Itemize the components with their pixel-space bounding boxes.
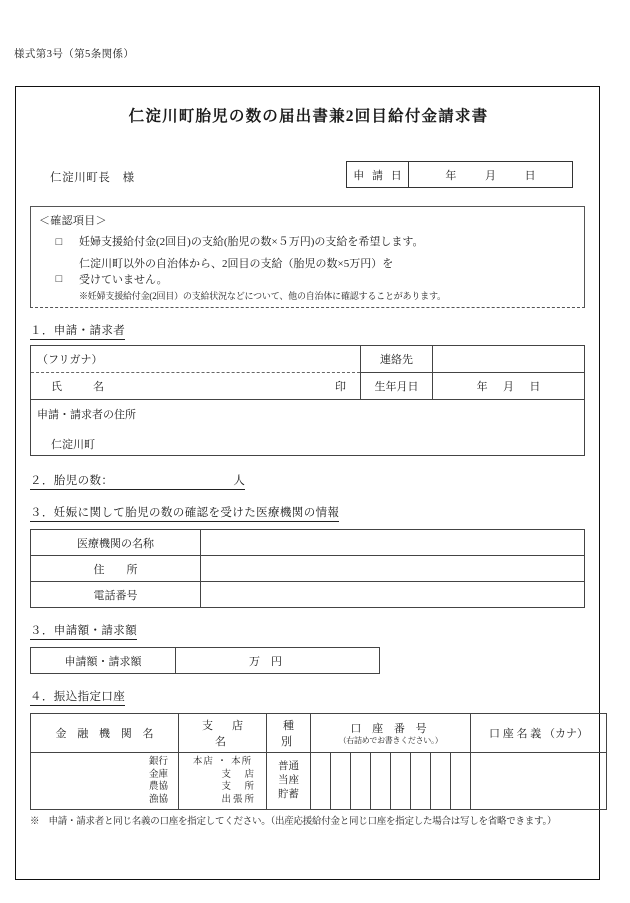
amount-unit: 万 円 xyxy=(249,655,282,668)
section-2-heading xyxy=(30,472,245,490)
account-digit-cell[interactable] xyxy=(351,753,371,810)
application-date-month: 月 xyxy=(484,169,496,182)
section-2-unit: 人 xyxy=(233,475,246,487)
furigana-label: （フリガナ） xyxy=(31,346,361,373)
application-date-day: 日 xyxy=(524,169,536,182)
checkbox-icon[interactable]: □ xyxy=(55,236,63,248)
medical-phone-label: 電話番号 xyxy=(31,582,201,608)
bank-note: ※ 申請・請求者と同じ名義の口座を指定してください。（出産応援給付金と同じ口座を指定した場合は写しを省略できます。） xyxy=(30,817,557,828)
addressee-row xyxy=(30,161,587,195)
table-row xyxy=(31,582,585,608)
bank-type-options xyxy=(273,760,304,803)
bank-account-number-header-sub: （右詰めでお書きください。） xyxy=(338,736,443,745)
confirmation-item-2-text xyxy=(69,256,446,304)
bank-institution-header: 金 融 機 関 名 xyxy=(31,714,179,753)
account-digit-cell[interactable] xyxy=(391,753,411,810)
confirmation-item-1-text: 妊婦支援給付金(2回目)の支給(胎児の数×５万円)の支給を希望します。 xyxy=(79,236,424,248)
bank-branch-option[interactable]: 支 店 xyxy=(221,769,256,780)
bank-account-holder-cell[interactable] xyxy=(471,753,607,810)
amount-label: 申請額・請求額 xyxy=(31,648,176,674)
bank-institution-option[interactable]: 農協 xyxy=(148,782,168,793)
bank-institution-option[interactable]: 銀行 xyxy=(148,757,168,767)
confirmation-item-2-line2: 受けていません。 xyxy=(79,274,168,286)
bank-institution-option[interactable]: 漁協 xyxy=(148,794,168,805)
bank-branch-option[interactable]: 出張所 xyxy=(221,794,256,805)
medical-address-value[interactable] xyxy=(201,556,585,582)
bank-account-table xyxy=(30,713,607,810)
form-inner xyxy=(16,87,601,827)
table-row xyxy=(31,400,585,456)
seal-label: 印 xyxy=(335,381,346,393)
bank-type-option[interactable]: 貯蓄 xyxy=(278,789,299,801)
checkbox-icon[interactable]: □ xyxy=(55,272,63,285)
section-3-amount-heading: ３．申請額・請求額 xyxy=(30,622,137,640)
table-row xyxy=(31,753,607,810)
bank-account-number-header xyxy=(311,714,471,753)
bank-account-number-header-main: 口 座 番 号 xyxy=(350,723,431,735)
section-4-heading: ４．振込指定口座 xyxy=(30,688,125,706)
bank-type-option[interactable]: 当座 xyxy=(278,774,299,786)
bank-institution-option[interactable]: 金庫 xyxy=(148,769,168,780)
confirmation-item-2[interactable] xyxy=(39,256,576,304)
bank-institution-cell[interactable] xyxy=(31,753,179,810)
medical-name-label: 医療機関の名称 xyxy=(31,530,201,556)
birthdate-label: 生年月日 xyxy=(361,373,433,400)
application-date-field[interactable] xyxy=(409,162,572,187)
account-digit-cell[interactable] xyxy=(431,753,451,810)
medical-institution-table xyxy=(30,529,585,608)
addressee: 仁淀川町長 様 xyxy=(50,172,135,184)
name-label: 氏 名 xyxy=(51,381,107,393)
birthdate-day: 日 xyxy=(529,381,541,393)
table-row xyxy=(31,530,585,556)
section-2-label: ２．胎児の数： xyxy=(30,475,114,487)
form-sheet xyxy=(15,86,600,880)
bank-type-header: 種 別 xyxy=(267,714,311,753)
bank-branch-header: 支 店 名 xyxy=(179,714,267,753)
contact-value[interactable] xyxy=(433,346,585,373)
confirmation-box xyxy=(30,206,585,308)
medical-address-label: 住 所 xyxy=(31,556,201,582)
address-label: 申請・請求者の住所 xyxy=(37,408,136,421)
bank-branch-option[interactable]: 支 所 xyxy=(221,782,256,793)
account-digit-cell[interactable] xyxy=(411,753,431,810)
table-row xyxy=(31,556,585,582)
bank-branch-cell[interactable] xyxy=(179,753,267,810)
section-3-medical-heading: ３．妊娠に関して胎児の数の確認を受けた医療機関の情報 xyxy=(30,504,339,522)
confirmation-heading: ＜確認項目＞ xyxy=(39,215,107,227)
table-row xyxy=(31,648,380,674)
bank-type-cell[interactable] xyxy=(267,753,311,810)
amount-value[interactable] xyxy=(176,648,380,674)
application-date-label: 申 請 日 xyxy=(347,162,409,187)
account-digit-cell[interactable] xyxy=(331,753,351,810)
account-digit-cell[interactable] xyxy=(311,753,331,810)
account-digit-cell[interactable] xyxy=(371,753,391,810)
account-digit-cell[interactable] xyxy=(451,753,471,810)
applicant-table xyxy=(30,345,585,456)
birthdate-month: 月 xyxy=(502,381,514,393)
address-field[interactable] xyxy=(31,400,585,456)
table-row xyxy=(31,373,585,400)
medical-name-value[interactable] xyxy=(201,530,585,556)
birthdate-year: 年 xyxy=(476,381,488,393)
address-town: 仁淀川町 xyxy=(51,438,95,451)
application-date-box xyxy=(346,161,573,188)
name-field[interactable] xyxy=(31,373,361,400)
page-title: 仁淀川町胎児の数の届出書兼2回目給付金請求書 xyxy=(128,108,489,125)
table-header-row xyxy=(31,714,607,753)
confirmation-note: ※妊婦支援給付金(2回目）の支給状況などについて、他の自治体に確認することがあります。 xyxy=(79,290,446,301)
confirmation-item-2-line1: 仁淀川町以外の自治体から、2回目の支給（胎児の数×5万円）を xyxy=(79,257,394,270)
birthdate-field[interactable] xyxy=(433,373,585,400)
bank-branch-option[interactable]: 本店 ・ 本所 xyxy=(192,757,253,767)
application-date-year: 年 xyxy=(445,169,457,182)
bank-account-holder-header: 口 座 名 義 （カナ） xyxy=(471,714,607,753)
contact-label: 連絡先 xyxy=(361,346,433,373)
bank-institution-options xyxy=(37,756,172,806)
bank-branch-options xyxy=(185,756,260,806)
medical-phone-value[interactable] xyxy=(201,582,585,608)
section-1-heading: １．申請・請求者 xyxy=(30,322,125,340)
table-row xyxy=(31,346,585,373)
confirmation-item-1[interactable] xyxy=(39,234,576,251)
form-number: 様式第3号（第5条関係） xyxy=(14,49,135,60)
bank-type-option[interactable]: 普通 xyxy=(278,760,299,772)
amount-table xyxy=(30,647,380,674)
